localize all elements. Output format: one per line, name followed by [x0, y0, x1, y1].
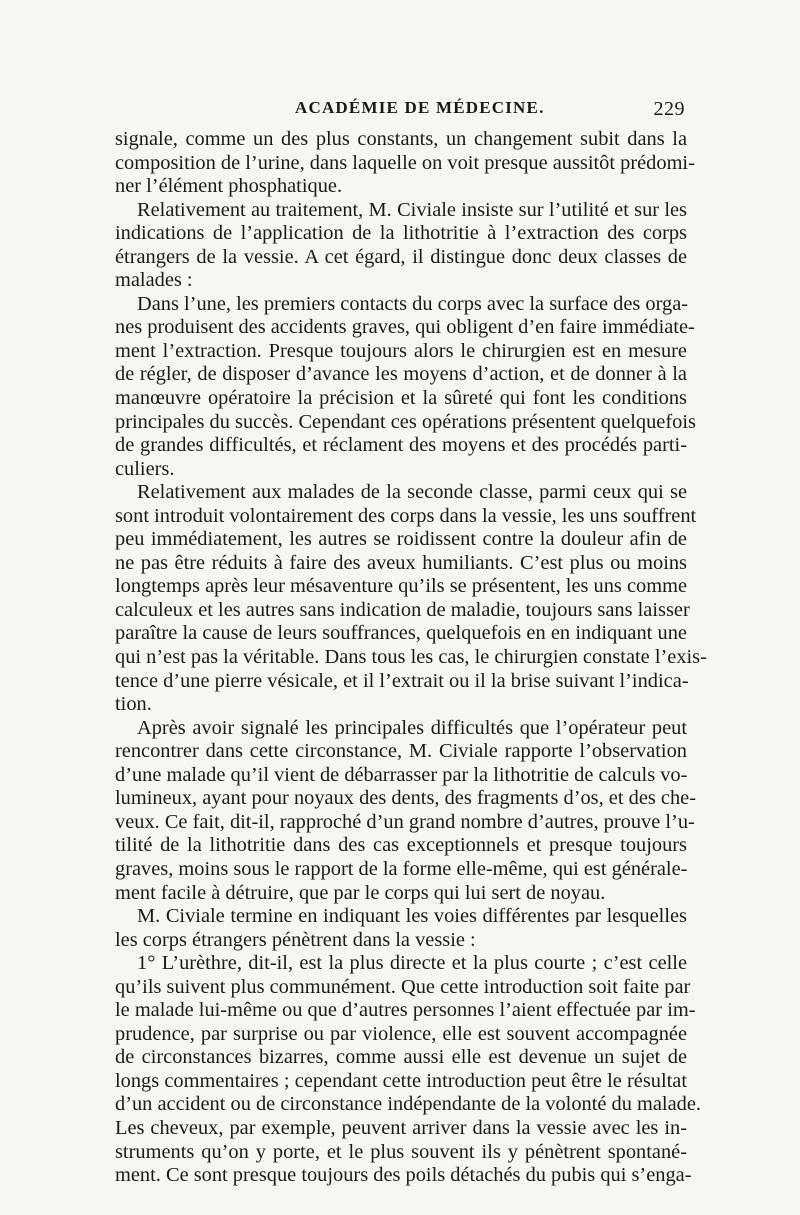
text-line: Relativement au traitement, M. Civiale insiste sur l’utilité et sur les [137, 198, 687, 221]
text-line: signale, comme un des plus constants, un changement subit dans la [115, 128, 687, 150]
text-line: de circonstances bizarres, comme aussi elle est devenue un sujet de [115, 1046, 687, 1069]
text-line: d’une malade qu’il vient de débarrasser par la lithotritie de calculs vo- [115, 763, 688, 786]
text-line: ne pas être réduits à faire des aveux humiliants. C’est plus ou moins [115, 551, 687, 574]
text-line: les corps étrangers pénètrent dans la vessie : [115, 928, 476, 951]
text-line: ment l’extraction. Presque toujours alors le chirurgien est en mesure [115, 339, 687, 362]
text-line: struments qu’on y porte, et le plus souvent ils y pénètrent spontané- [115, 1140, 687, 1163]
text-line: de régler, de disposer d’avance les moyens d’action, et de donner à la [115, 363, 687, 386]
text-line: d’un accident ou de circonstance indépendante de la volonté du malade. [115, 1093, 701, 1116]
text-line: Relativement aux malades de la seconde classe, parmi ceux qui se [137, 481, 687, 504]
text-line: graves, moins sous le rapport de la forme elle-même, qui est générale- [115, 857, 688, 880]
text-line: sont introduit volontairement des corps dans la vessie, les uns souffrent [115, 504, 697, 527]
text-line: ment facile à détruire, que par le corps qui lui sert de noyau. [115, 881, 606, 904]
text-line: tence d’une pierre vésicale, et il l’extrait ou il la brise suivant l’indica- [115, 669, 689, 692]
text-line: malades : [115, 269, 193, 292]
text-line: Les cheveux, par exemple, peuvent arriver dans la vessie avec les in- [115, 1116, 687, 1139]
text-line: calculeux et les autres sans indication de maladie, toujours sans laisser [115, 598, 690, 621]
text-line: ner l’élément phosphatique. [115, 175, 343, 198]
text-line: tion. [115, 693, 152, 716]
text-line: tilité de la lithotritie dans des cas exceptionnels et presque toujours [115, 834, 687, 857]
text-line: ment. Ce sont presque toujours des poils détachés du pubis qui s’enga- [115, 1164, 692, 1187]
text-line: étrangers de la vessie. A cet égard, il distingue donc deux classes de [115, 245, 687, 268]
text-line: le malade lui-même ou que d’autres personnes l’aient effectuée par im- [115, 999, 696, 1022]
page-number: 229 [653, 98, 685, 120]
text-line: peu immédiatement, les autres se roidissent contre la douleur afin de [115, 528, 687, 551]
running-title: ACADÉMIE DE MÉDECINE. [295, 98, 545, 117]
text-line: culiers. [115, 457, 175, 480]
text-line: longs commentaires ; cependant cette introduction peut être le résultat [115, 1069, 687, 1092]
text-line: longtemps après leur mésaventure qu’ils se présentent, les uns comme [115, 575, 687, 598]
text-line: paraître la cause de leurs souffrances, quelquefois en en indiquant une [115, 622, 687, 645]
text-line: rencontrer dans cette circonstance, M. Civiale rapporte l’observation [115, 740, 687, 763]
text-line: indications de l’application de la lithotritie à l’extraction des corps [115, 222, 687, 245]
text-line: Après avoir signalé les principales difficultés que l’opérateur peut [137, 716, 687, 739]
text-line: principales du succès. Cependant ces opérations présentent quelquefois [115, 410, 696, 433]
text-line: composition de l’urine, dans laquelle on voit presque aussitôt prédomi- [115, 151, 695, 174]
text-line: lumineux, ayant pour noyaux des dents, des fragments d’os, et des che- [115, 787, 696, 810]
text-line: qu’ils suivent plus communément. Que cette introduction soit faite par [115, 975, 691, 998]
page-header [115, 98, 685, 126]
body-text [115, 128, 707, 1188]
text-line: Dans l’une, les premiers contacts du corps avec la surface des orga- [137, 292, 689, 315]
text-line: veux. Ce fait, dit-il, rapproché d’un grand nombre d’autres, prouve l’u- [115, 810, 695, 833]
text-line: M. Civiale termine en indiquant les voies différentes par lesquelles [137, 905, 687, 928]
text-line: qui n’est pas la véritable. Dans tous les cas, le chirurgien constate l’exis- [115, 646, 707, 669]
text-line: prudence, par surprise ou par violence, elle est souvent accompagnée [115, 1022, 687, 1045]
text-line: de grandes difficultés, et réclament des moyens et des procédés parti- [115, 434, 687, 457]
text-line: nes produisent des accidents graves, qui obligent d’en faire immédiate- [115, 316, 695, 339]
text-line: 1° L’urèthre, dit-il, est la plus directe et la plus courte ; c’est celle [137, 952, 687, 975]
text-line: manœuvre opératoire la précision et la sûreté qui font les conditions [115, 387, 687, 410]
